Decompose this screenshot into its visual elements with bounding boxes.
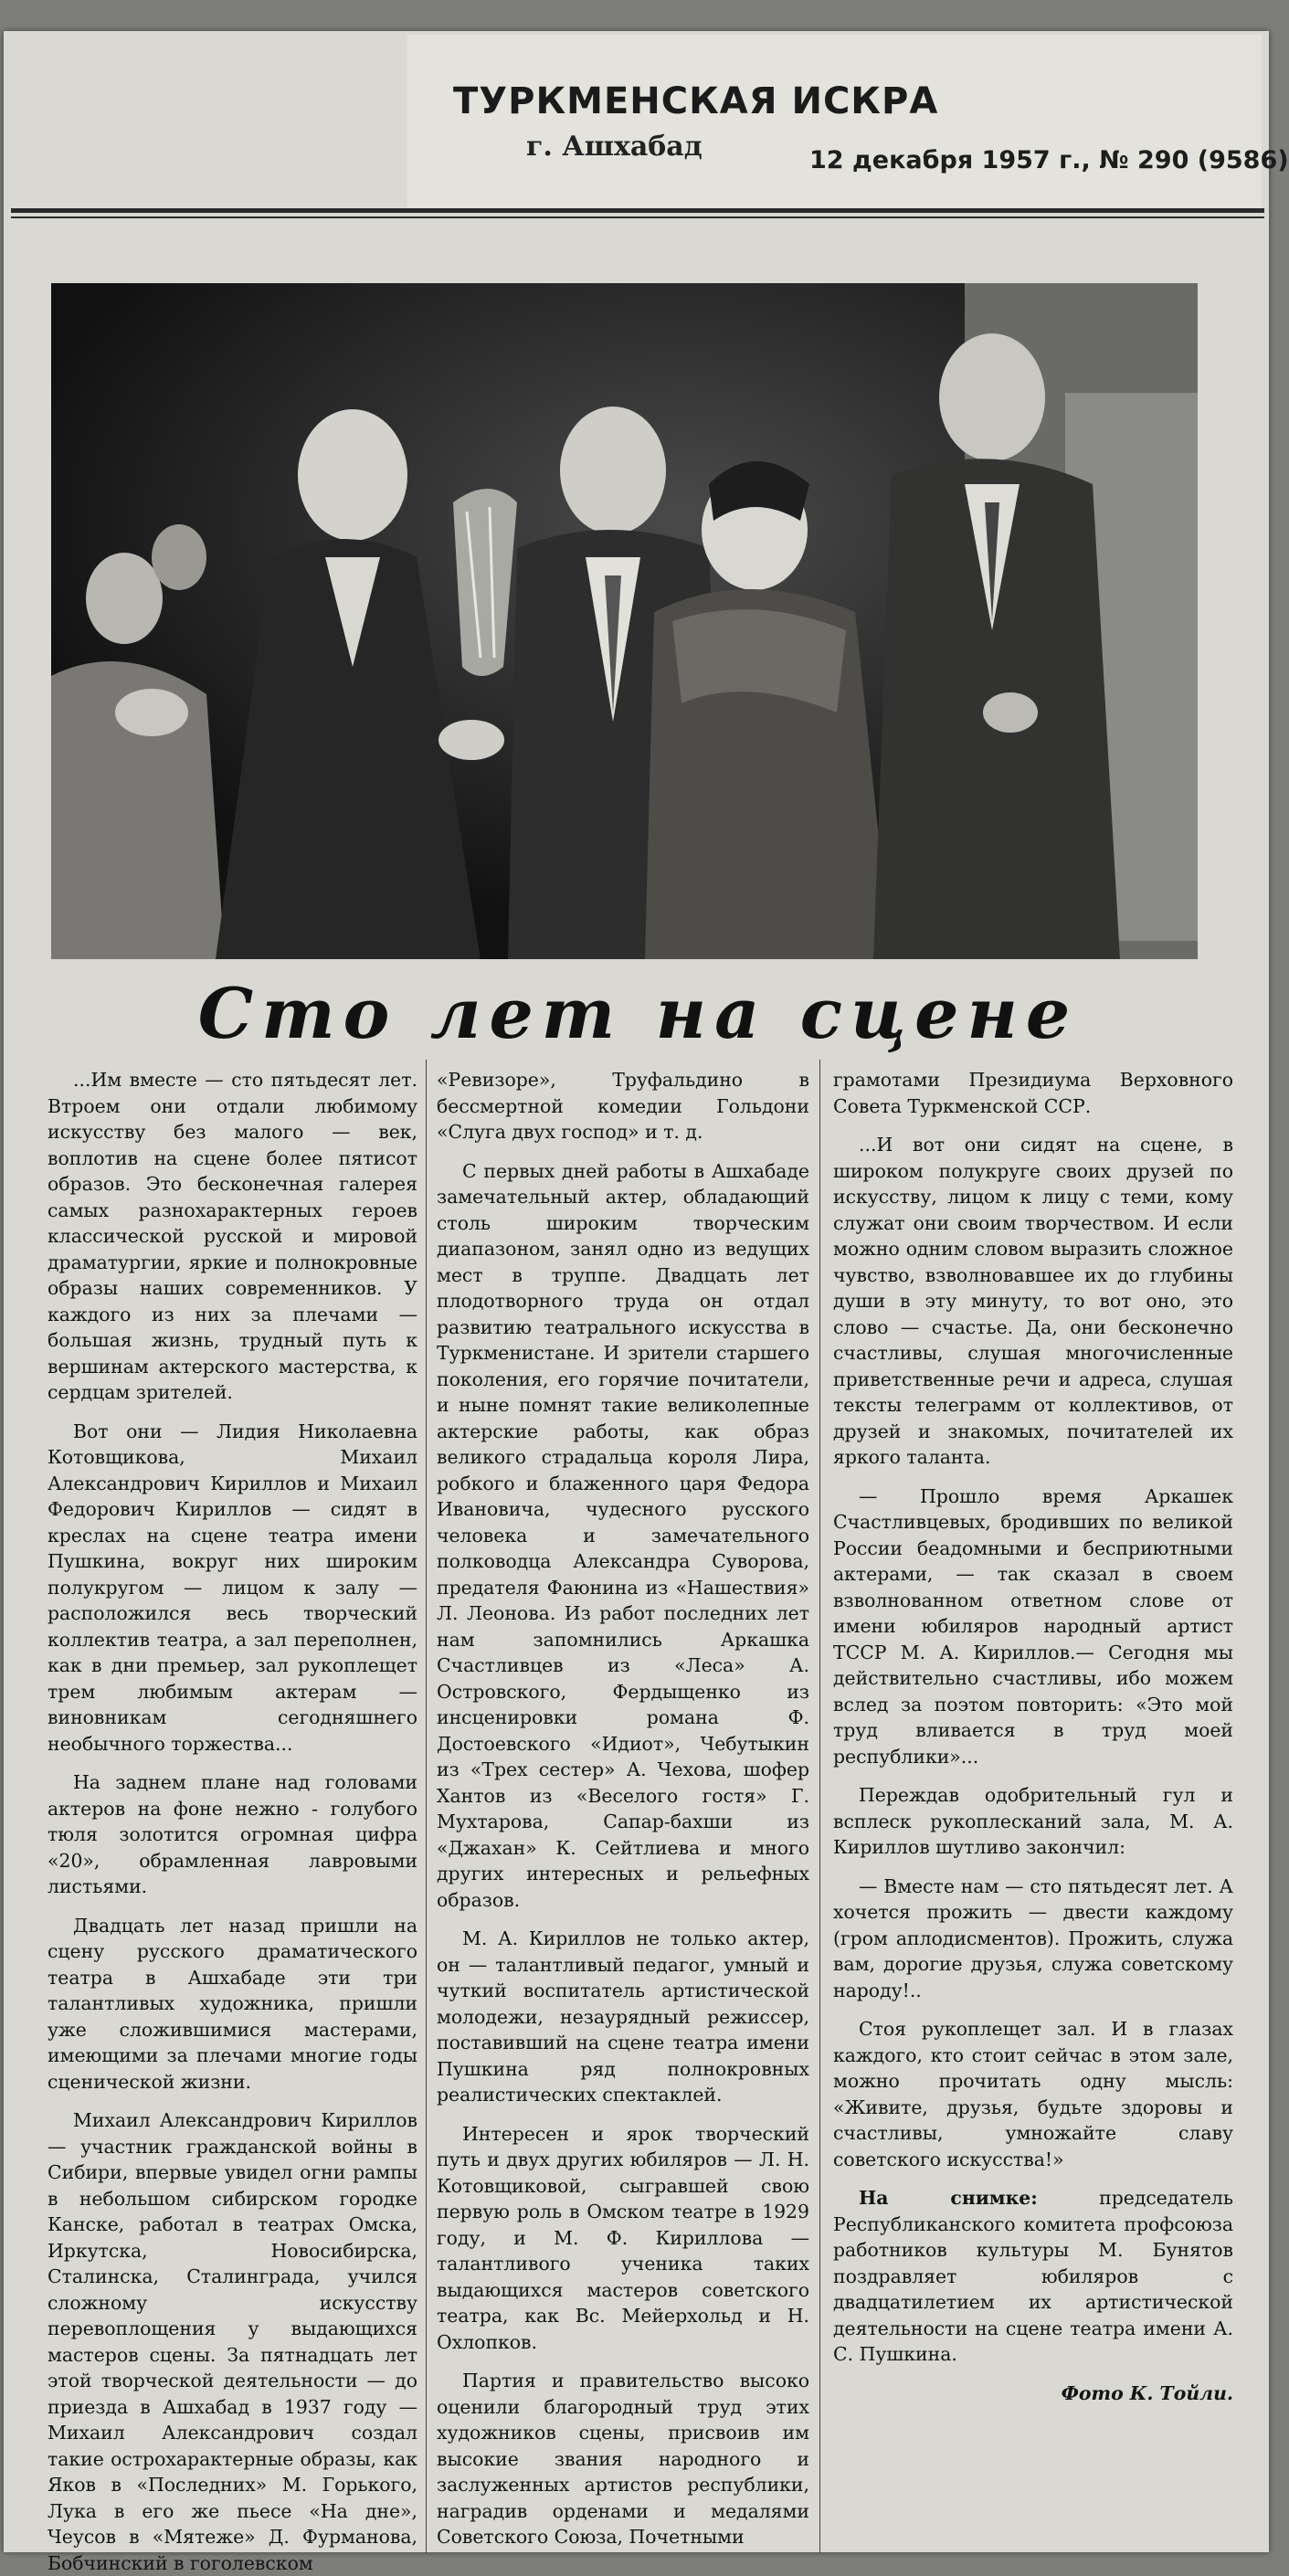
caption-label: На снимке: [859, 2187, 1038, 2209]
masthead [407, 35, 1289, 213]
paragraph: — Прошло время Аркашек Счастливцевых, бродивших по великой России беадомными и бесприютными актерами, — так сказал в своем взволнованном ответном слове от имени юбиляров народный артист ТССР М. А. Кириллов.— Сегодня мы действительно счастливы, ибо можем вслед за поэтом повторить: «Это мой труд вливается в труд моей республики»... [833, 1484, 1233, 1768]
paragraph: — Вместе нам — сто пятьдесят лет. А хочется прожить — двести каждому (гром аплодисментов). Прожить, служа вам, дорогие друзья, служа советскому народу!.. [833, 1874, 1233, 2001]
paragraph: грамотами Президиума Верховного Совета Туркменской ССР. [833, 1069, 1233, 1117]
column-divider [819, 1060, 820, 2553]
caption-text: председатель Республиканского комитета профсоюза работников культуры М. Бунятов поздравляет юбиляров с двадцатилетием их артистической деятельности на сцене театра имени А. С. Пушкина. [833, 2187, 1233, 2365]
paragraph: С первых дней работы в Ашхабаде замечательный актер, обладающий столь широким творческим диапазоном, занял одно из ведущих мест в труппе. Двадцать лет плодотворного труда он отдал развитию театрального искусства в Туркменистане. И зрители старшего поколения, его горячие почитатели, и ныне помнят такие великолепные актерские работы, как образ великого страдальца короля Лира, робкого и блаженного царя Федора Ивановича, чудесного русского человека и замечательного полководца Александра Суворова, предателя Фаюнина из «Нашествия» Л. Леонова. Из работ последних лет нам запомнились Аркашка Счастливцев из «Леса» А. Островского, Фердыщенко из инсценировки романа Ф. Достоевского «Идиот», Чебутыкин из «Трех сестер» А. Чехова, шофер Хантов из «Веселого гостя» Г. Мухтарова, Сапар-бахши из «Джахан» К. Сейтлиева и много других интересных и рельефных образов. [437, 1159, 809, 1911]
paragraph: Михаил Александрович Кириллов — участник гражданской войны в Сибири, впервые увидел огни рампы в небольшом сибирском городке Канске, работал в театрах Омска, Иркутска, Новосибирска, Сталинска, Сталинграда, учился сложному искусству перевоплощения у выдающихся мастеров сцены. За пятнадцать лет этой творческой деятельности — до приезда в Ашхабад в 1937 году — Михаил Александрович создал такие острохарактерные образы, как Яков в «Последних» М. Горького, Лука в его же пьесе «На дне», Чеусов в «Мятеже» Д. Фурманова, Бобчинский в гоголевском [48, 2109, 417, 2574]
masthead-rule-thin [11, 216, 1264, 218]
award-ceremony-photo [51, 283, 1198, 959]
article-column-2 [437, 1067, 809, 2547]
paragraph: ...Им вместе — сто пятьдесят лет. Втроем они отдали любимому искусству без малого — век, воплотив на сцене более пятисот образов. Это бесконечная галерея самых разнохарактерных героев классической русской и мировой драматургии, яркие и полнокровные образы наших современников. У каждого из них за плечами — большая жизнь, трудный путь к вершинам актерского мастерства, к сердцам зрителей. [48, 1069, 417, 1403]
paragraph: М. А. Кириллов не только актер, он — талантливый педагог, умный и чуткий воспитатель артистической молодежи, незаурядный режиссер, поставивший на сцене театра имени Пушкина ряд полнокровных реалистических спектаклей. [437, 1927, 809, 2106]
issue-date: 12 декабря 1957 г., № 290 (9586) [809, 146, 1289, 174]
photo [51, 283, 1198, 959]
paragraph: ...И вот они сидят на сцене, в широком полукруге своих друзей по искусству, лицом к лицу с теми, кому служат они своим творчеством. И если можно одним словом выразить сложное чувство, взволновавшее их до глубины души в эту минуту, то вот оно, это слово — счастье. Да, они бесконечно счастливы, слушая многочисленные приветственные речи и адреса, слушая тексты телеграмм от коллективов, от друзей и знакомых, почитателей их яркого таланта. [833, 1134, 1233, 1468]
paragraph: Переждав одобрительный гул и всплеск рукоплесканий зала, М. А. Кириллов шутливо закончил: [833, 1784, 1233, 1858]
paragraph: Интересен и ярок творческий путь и двух других юбиляров — Л. Н. Котовщиковой, сыгравшей свою первую роль в Омском театре в 1929 году, и М. Ф. Кириллова — талантливого ученика таких выдающихся мастеров советского театра, как Вс. Мейерхольд и Н. Охлопков. [437, 2122, 809, 2353]
article-column-3 [833, 1067, 1233, 2547]
paragraph: «Ревизоре», Труфальдино в бессмертной комедии Гольдони «Слуга двух господ» и т. д. [437, 1069, 809, 1143]
column-divider [426, 1060, 427, 2553]
paragraph: Партия и правительство высоко оценили благородный труд этих художников сцены, присвоив им высокие звания народного и заслуженных артистов республики, наградив орденами и медалями Советского Союза, Почетными [437, 2370, 809, 2548]
paragraph: Двадцать лет назад пришли на сцену русского драматического театра в Ашхабаде эти три талантливых художника, пришли уже сложившимися мастерами, имеющими за плечами многие годы сценической жизни. [48, 1914, 417, 2093]
paragraph: На заднем плане над головами актеров на фоне нежно - голубого тюля золотится огромная цифра «20», обрамленная лавровыми листьями. [48, 1771, 417, 1897]
photo-credit: Фото К. Тойли. [1061, 2381, 1233, 2404]
masthead-rule-thick [11, 208, 1264, 213]
paragraph: Стоя рукоплещет зал. И в глазах каждого, кто стоит сейчас в этом зале, можно прочитать одну мысль: «Живите, друзья, будьте здоровы и счастливы, умножайте славу советского искусства!» [833, 2018, 1233, 2170]
photo-caption [833, 2185, 1233, 2368]
article-column-1 [48, 1067, 417, 2574]
article-headline: Сто лет на сцене [197, 973, 1079, 1054]
city-line: г. Ашхабад [526, 131, 703, 163]
newspaper-title: ТУРКМЕНСКАЯ ИСКРА [453, 80, 939, 122]
paragraph: Вот они — Лидия Николаевна Котовщикова, Михаил Александрович Кириллов и Михаил Федорович Кириллов — сидят в креслах на сцене театра имени Пушкина, вокруг них широким полукругом — лицом к залу — расположился весь творческий коллектив театра, а зал переполнен, как в дни премьер, зал рукоплещет трем любимым актерам — виновникам сегодняшнего необычного торжества... [48, 1420, 417, 1755]
